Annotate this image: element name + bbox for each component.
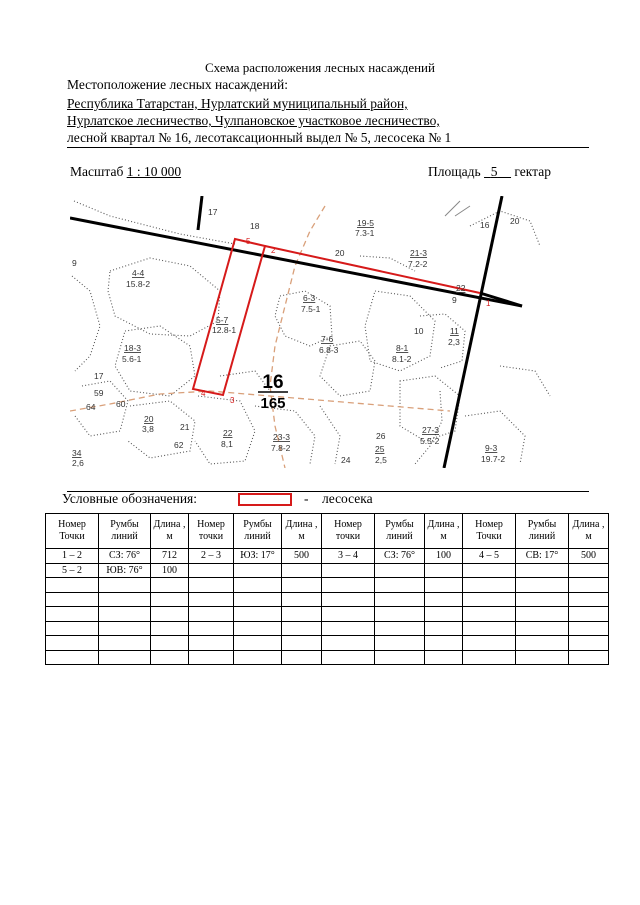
table-header-cell: Номер точки	[189, 514, 234, 549]
table-cell	[463, 563, 516, 578]
parcel-label: 22	[456, 283, 466, 293]
parcel-label: 26	[376, 431, 386, 441]
table-cell	[463, 592, 516, 607]
table-cell	[463, 578, 516, 593]
table-cell	[516, 636, 569, 651]
table-header-cell: Румбы линий	[234, 514, 282, 549]
point-label: 3	[230, 396, 235, 405]
table-cell: 100	[425, 549, 463, 564]
parcel-label: 21	[180, 422, 190, 432]
quarter-label	[258, 372, 288, 412]
table-row	[46, 636, 609, 651]
table-header-cell: Длина , м	[282, 514, 322, 549]
table-cell	[375, 592, 425, 607]
table-cell	[463, 621, 516, 636]
table-cell	[516, 650, 569, 665]
table-cell	[425, 563, 463, 578]
table-cell	[516, 578, 569, 593]
table-header-cell: Румбы линий	[375, 514, 425, 549]
point-label: 5	[246, 237, 251, 246]
table-cell: 2 – 3	[189, 549, 234, 564]
table-cell: СЗ: 76°	[99, 549, 151, 564]
table-cell	[99, 636, 151, 651]
table-row	[46, 607, 609, 622]
table-cell: СЗ: 76°	[375, 549, 425, 564]
parcel-label: 5-7	[216, 315, 229, 325]
table-cell	[322, 592, 375, 607]
table-cell	[425, 650, 463, 665]
parcel-label: 27-3	[422, 425, 440, 435]
parcel-label: 7.2-2	[408, 259, 428, 269]
table-cell	[516, 607, 569, 622]
parcel-label: 10	[414, 326, 424, 336]
table-cell: 500	[282, 549, 322, 564]
table-cell	[151, 607, 189, 622]
table-cell	[569, 636, 609, 651]
parcel-label: 3,8	[142, 424, 154, 434]
parcel-label: 59	[94, 388, 104, 398]
table-cell	[516, 621, 569, 636]
table-cell	[151, 621, 189, 636]
scale-label: Масштаб	[70, 164, 124, 179]
table-cell	[463, 650, 516, 665]
table-cell	[99, 607, 151, 622]
parcel-label: 8.1-2	[392, 354, 412, 364]
table-cell	[151, 592, 189, 607]
parcel-label: 6-3	[303, 293, 316, 303]
table-cell	[234, 592, 282, 607]
parcel-label: 7.3-1	[355, 228, 375, 238]
legend-item: - лесосека	[304, 491, 373, 506]
table-cell	[569, 650, 609, 665]
table-row	[46, 563, 609, 578]
table-cell	[516, 592, 569, 607]
parcel-label: 2,3	[448, 337, 460, 347]
location-line-3: лесной квартал № 16, лесотаксационный выдел № 5, лесосека № 1	[67, 130, 452, 145]
table-cell	[46, 636, 99, 651]
area-value: 5	[490, 164, 498, 179]
point-label: 4	[201, 389, 206, 398]
parcel-label: 7.5-1	[301, 304, 321, 314]
parcel-label: 15.8-2	[126, 279, 151, 289]
table-header-cell: Румбы линий	[99, 514, 151, 549]
quarter-area: 165	[260, 395, 286, 412]
document-title: Схема расположения лесных насаждений	[205, 60, 435, 75]
parcel-label: 11	[450, 326, 459, 336]
table-cell	[569, 578, 609, 593]
parcel-label: 17	[94, 371, 104, 381]
legend-label: Условные обозначения:	[62, 491, 198, 506]
parcel-label: 17	[208, 207, 218, 217]
table-header-cell: Длина , м	[151, 514, 189, 549]
table-header-cell: Номер точки	[322, 514, 375, 549]
table-cell: 3 – 4	[322, 549, 375, 564]
table-header-cell: Номер Точки	[46, 514, 99, 549]
table-row	[46, 578, 609, 593]
table-cell	[375, 621, 425, 636]
table-cell	[189, 607, 234, 622]
location-line-2: Нурлатское лесничество, Чулпановское участковое лесничество,	[67, 113, 440, 128]
table-cell: 712	[151, 549, 189, 564]
table-cell	[425, 578, 463, 593]
quarter-number: 16	[262, 372, 284, 393]
table-cell	[99, 578, 151, 593]
table-cell	[282, 563, 322, 578]
table-cell	[322, 578, 375, 593]
parcel-label: 18-3	[124, 343, 142, 353]
table-cell	[46, 578, 99, 593]
point-label: 2	[271, 246, 276, 255]
parcel-label: 7-6	[321, 334, 334, 344]
area-field	[428, 164, 551, 180]
table-cell	[282, 592, 322, 607]
area-label: Площадь	[428, 164, 481, 179]
table-cell	[375, 607, 425, 622]
table-cell	[425, 592, 463, 607]
location-line-1: Республика Татарстан, Нурлатский муниципальный район,	[67, 96, 408, 111]
table-cell	[569, 607, 609, 622]
table-cell	[99, 592, 151, 607]
parcel-label: 7.8-2	[271, 443, 291, 453]
table-row	[46, 592, 609, 607]
parcel-label: 60	[116, 399, 126, 409]
scale-field	[70, 164, 181, 180]
parcel-label: 22	[223, 428, 233, 438]
parcel-label: 20	[510, 216, 520, 226]
table-row	[46, 621, 609, 636]
header-rule	[67, 147, 589, 148]
table-cell	[189, 592, 234, 607]
table-cell: 1 – 2	[46, 549, 99, 564]
parcel-label: 62	[174, 440, 184, 450]
parcel-label: 20	[144, 414, 154, 424]
table-cell	[322, 607, 375, 622]
table-header-cell: Румбы линий	[516, 514, 569, 549]
table-cell	[282, 650, 322, 665]
table-cell	[46, 650, 99, 665]
parcel-label: 9	[452, 295, 457, 305]
table-header-cell: Номер Точки	[463, 514, 516, 549]
table-cell	[375, 650, 425, 665]
table-cell	[189, 578, 234, 593]
table-cell	[151, 636, 189, 651]
parcel-label: 16	[480, 220, 490, 230]
parcel-label: 64	[86, 402, 96, 412]
table-cell	[282, 621, 322, 636]
table-cell	[189, 563, 234, 578]
table-header-cell: Длина , м	[569, 514, 609, 549]
forest-map	[70, 196, 588, 468]
table-body	[46, 549, 609, 665]
table-cell	[425, 621, 463, 636]
table-cell	[46, 592, 99, 607]
parcel-label: 5.5-2	[420, 436, 440, 446]
table-cell	[234, 607, 282, 622]
table-cell: ЮЗ: 17°	[234, 549, 282, 564]
table-cell: СВ: 17°	[516, 549, 569, 564]
table-cell	[322, 563, 375, 578]
table-cell	[425, 607, 463, 622]
table-cell	[425, 636, 463, 651]
table-cell	[282, 636, 322, 651]
table-cell	[375, 636, 425, 651]
scale-value: 1 : 10 000	[126, 164, 182, 179]
location-label: Местоположение лесных насаждений:	[67, 77, 288, 92]
table-cell	[375, 578, 425, 593]
parcel-label: 2,5	[375, 455, 387, 465]
table-cell	[516, 563, 569, 578]
table-cell	[234, 636, 282, 651]
parcel-label: 23-3	[273, 432, 291, 442]
table-cell	[99, 621, 151, 636]
table-cell	[463, 607, 516, 622]
table-row	[46, 549, 609, 564]
table-cell	[234, 563, 282, 578]
parcel-label: 18	[250, 221, 260, 231]
table-cell	[463, 636, 516, 651]
table-cell: ЮВ: 76°	[99, 563, 151, 578]
table-cell	[46, 607, 99, 622]
table-cell	[282, 578, 322, 593]
table-cell: 4 – 5	[463, 549, 516, 564]
table-cell	[569, 621, 609, 636]
table-cell	[46, 621, 99, 636]
table-cell	[375, 563, 425, 578]
table-cell	[234, 621, 282, 636]
table-header-cell: Длина , м	[425, 514, 463, 549]
table-cell	[151, 578, 189, 593]
parcel-label: 5.6-1	[122, 354, 142, 364]
point-label: 1	[486, 299, 491, 308]
table-cell	[282, 607, 322, 622]
table-cell	[99, 650, 151, 665]
parcel-label: 24	[341, 455, 351, 465]
table-cell	[189, 650, 234, 665]
table-header-row	[46, 514, 609, 549]
table-cell	[234, 578, 282, 593]
table-cell: 500	[569, 549, 609, 564]
table-cell	[569, 592, 609, 607]
parcel-label: 20	[335, 248, 345, 258]
table-cell: 100	[151, 563, 189, 578]
parcel-label: 25	[375, 444, 385, 454]
table-cell	[189, 621, 234, 636]
parcel-label: 19-5	[357, 218, 375, 228]
legend-swatch	[238, 493, 292, 506]
table-cell	[569, 563, 609, 578]
table-cell: 5 – 2	[46, 563, 99, 578]
table-cell	[189, 636, 234, 651]
parcel-label: 12.8-1	[212, 325, 237, 335]
parcel-label: 2,6	[72, 458, 84, 468]
points-table	[45, 513, 609, 665]
table-cell	[322, 650, 375, 665]
parcel-label: 6.8-3	[319, 345, 339, 355]
parcel-label: 34	[72, 448, 82, 458]
table-cell	[322, 636, 375, 651]
parcel-label: 9	[72, 258, 77, 268]
parcel-label: 8,1	[221, 439, 233, 449]
parcel-label: 4-4	[132, 268, 145, 278]
table-cell	[322, 621, 375, 636]
table-cell	[151, 650, 189, 665]
area-unit: гектар	[514, 164, 551, 179]
table-cell	[234, 650, 282, 665]
parcel-label: 19.7-2	[481, 454, 506, 464]
table-row	[46, 650, 609, 665]
parcel-label: 8-1	[396, 343, 409, 353]
parcel-label: 21-3	[410, 248, 428, 258]
parcel-label: 9-3	[485, 443, 498, 453]
